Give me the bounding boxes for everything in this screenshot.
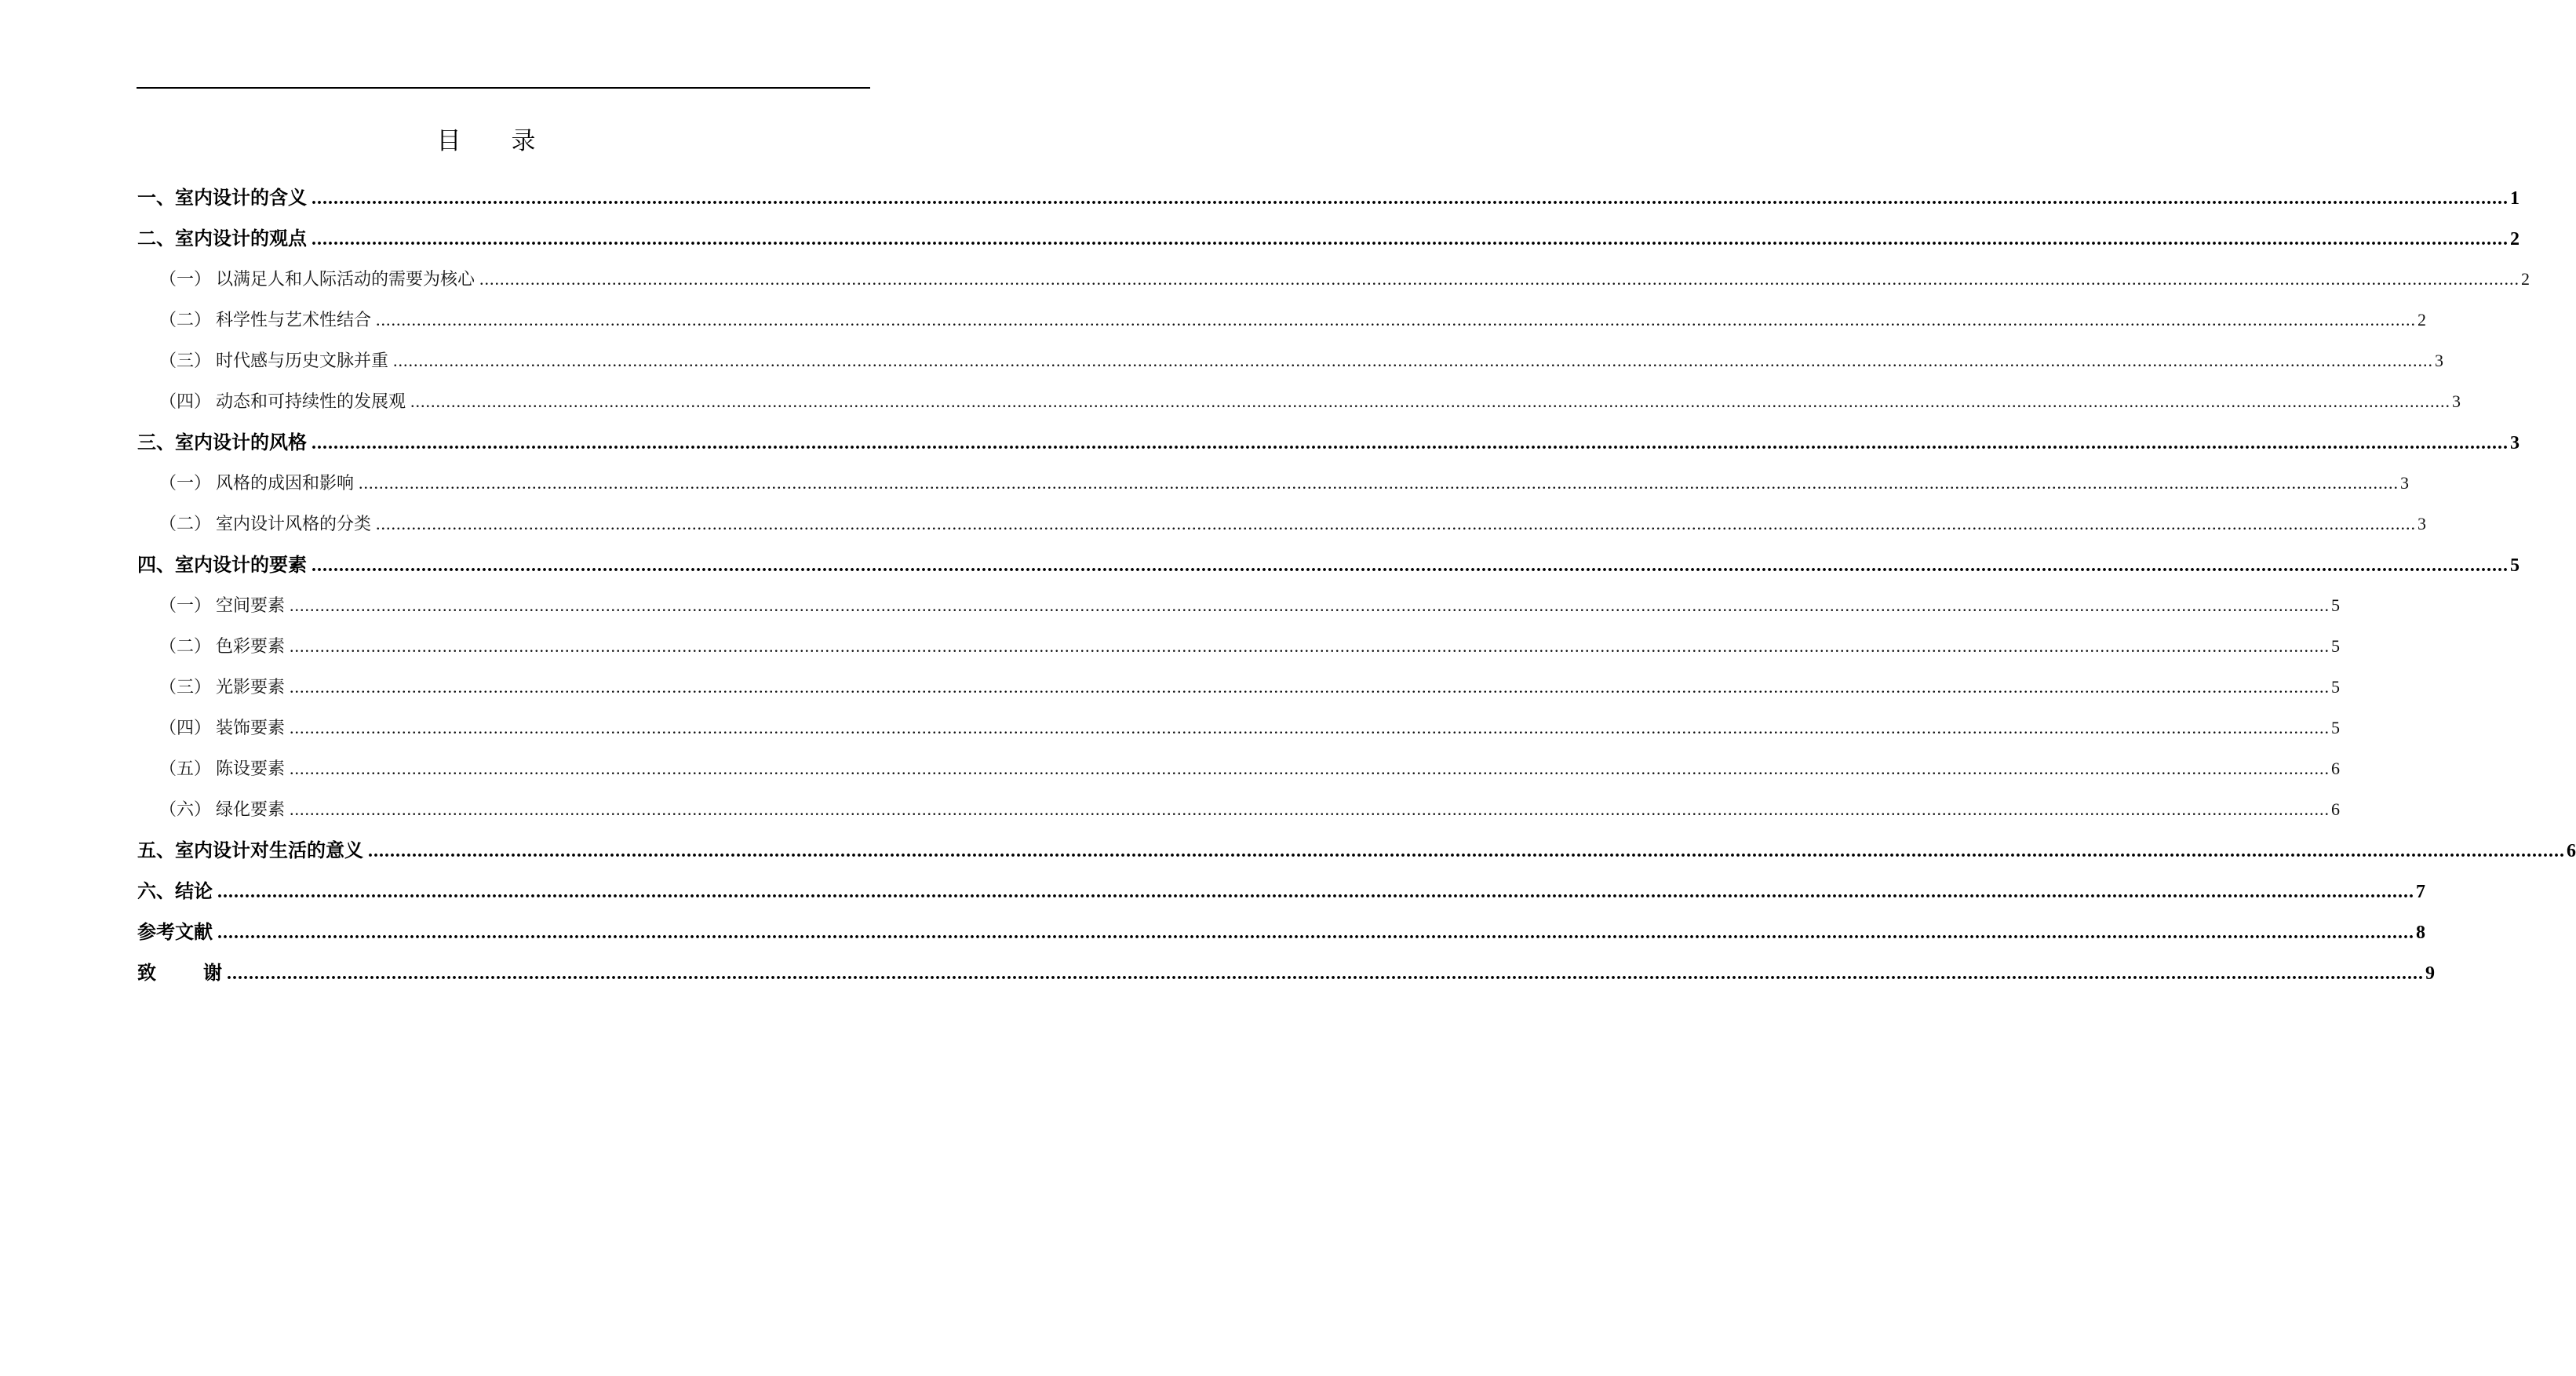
toc-entry-text: 室内设计的含义 [175,187,307,209]
toc-entry[interactable] [137,259,2530,300]
toc-entry-text: 光影要素 [216,678,286,697]
toc-entry[interactable] [137,504,2427,544]
toc-entry-number: （二） [159,637,212,657]
toc-entry-text [137,952,222,993]
toc-entry-page: 5 [2331,595,2341,615]
toc-entry-page: 2 [2521,269,2530,289]
toc-entry-page: 6 [2567,841,2576,861]
toc-entry[interactable] [137,544,2520,585]
toc-entry-page: 7 [2416,882,2425,902]
toc-entry-text-right: 谢 [203,962,222,984]
toc-leader: ................................................................................................................................................................................................................................................................................................................................................................................................................ [312,555,2509,576]
toc-entry-text: 室内设计的风格 [175,431,307,453]
toc-entry-text: 室内设计风格的分类 [216,515,372,534]
toc-entry-page: 3 [2400,473,2410,493]
toc-entry-number: （三） [159,678,212,697]
toc-entry-number: （四） [159,719,212,738]
toc-leader: ................................................................................................................................................................................................................................................................................................................................................................................................................ [217,882,2414,902]
toc-entry-text: 室内设计对生活的意义 [175,839,363,861]
toc-entry-page: 6 [2331,799,2341,819]
toc-entry-page: 1 [2510,188,2520,209]
toc-entry[interactable] [137,422,2520,463]
toc-entry-page: 9 [2425,963,2435,984]
toc-entry[interactable] [137,708,2341,748]
toc-entry-page: 2 [2510,229,2520,249]
toc-entry[interactable] [137,830,2576,871]
toc-leader: ................................................................................................................................................................................................................................................................................................................................................................................................................ [312,188,2509,209]
toc-leader: ................................................................................................................................................................................................................................................................................................................................................................................................................ [312,229,2509,249]
toc-entry-text: 时代感与历史文脉并重 [216,351,389,371]
toc-title [0,124,974,158]
toc-entry-page: 6 [2331,759,2341,778]
toc-entry[interactable] [137,789,2341,830]
toc-entry-text: 装饰要素 [216,719,286,738]
toc-leader: ................................................................................................................................................................................................................................................................................................................................................................................................................ [376,310,2417,329]
toc-entry-number: 二、 [137,228,175,249]
toc-entry[interactable] [137,667,2341,708]
toc-entry[interactable] [137,381,2461,422]
toc-entry[interactable] [137,218,2520,259]
toc-entry-number: 五、 [137,839,175,861]
toc-entry-text: 绿化要素 [216,800,286,820]
toc-entry-number: 三、 [137,431,175,453]
toc-entry-page: 8 [2416,923,2425,943]
toc-entry-text: 动态和可持续性的发展观 [216,392,406,412]
toc-entry[interactable] [137,463,2410,504]
toc-entry-number: （六） [159,800,212,820]
toc-entry-text: 科学性与艺术性结合 [216,311,372,330]
toc-entry[interactable] [137,626,2341,667]
header-rule [137,87,870,89]
toc-entry-text: 陈设要素 [216,759,286,779]
toc-entry-text: 风格的成因和影响 [216,474,355,493]
toc-entry-text-left: 致 [137,962,156,984]
toc-leader: ................................................................................................................................................................................................................................................................................................................................................................................................................ [479,269,2520,289]
toc-entry-text: 室内设计的观点 [175,228,307,249]
toc-entry[interactable] [137,952,2435,993]
toc-entry-page: 3 [2510,433,2520,453]
toc-entry[interactable] [137,300,2427,340]
toc-entry-page: 5 [2331,677,2341,697]
toc-entry-text: 参考文献 [137,921,213,943]
toc-entry-page: 5 [2331,718,2341,737]
toc-entry-text: 空间要素 [216,596,286,616]
toc-entry[interactable] [137,748,2341,789]
toc-leader: ................................................................................................................................................................................................................................................................................................................................................................................................................ [290,595,2330,615]
toc-leader: ................................................................................................................................................................................................................................................................................................................................................................................................................ [290,718,2330,737]
toc-entry-number: 四、 [137,554,175,576]
toc-leader: ................................................................................................................................................................................................................................................................................................................................................................................................................ [410,391,2451,411]
toc-title-left: 目 [436,127,463,155]
toc-entry-page: 5 [2331,636,2341,656]
toc-leader: ................................................................................................................................................................................................................................................................................................................................................................................................................ [290,636,2330,656]
toc-entry-page: 2 [2418,310,2427,329]
toc-title-right: 录 [511,127,537,155]
toc-entry-text: 室内设计的要素 [175,554,307,576]
toc-entry-number: （四） [159,392,212,412]
toc-entry[interactable] [137,585,2341,626]
toc-entry-number: （一） [159,474,212,493]
toc-entry-page: 5 [2510,555,2520,576]
toc-entry-text: 结论 [175,880,213,902]
toc-entry[interactable] [137,340,2444,381]
toc-entry-number: （三） [159,351,212,371]
toc-entry-page: 3 [2435,351,2444,370]
toc-entry[interactable] [137,912,2425,952]
toc-leader: ................................................................................................................................................................................................................................................................................................................................................................................................................ [217,923,2414,943]
toc-leader: ................................................................................................................................................................................................................................................................................................................................................................................................................ [290,677,2330,697]
toc-entry-page: 3 [2418,514,2427,533]
toc-entry[interactable] [137,871,2425,912]
toc-entry-number: 一、 [137,187,175,209]
toc-entry-number: （一） [159,596,212,616]
toc-leader: ................................................................................................................................................................................................................................................................................................................................................................................................................ [290,759,2330,778]
toc-leader: ................................................................................................................................................................................................................................................................................................................................................................................................................ [312,433,2509,453]
toc-list [137,177,2576,993]
toc-entry[interactable] [137,177,2520,218]
toc-leader: ................................................................................................................................................................................................................................................................................................................................................................................................................ [359,473,2399,493]
toc-leader: ................................................................................................................................................................................................................................................................................................................................................................................................................ [368,841,2565,861]
toc-entry-number: （二） [159,515,212,534]
toc-entry-number: （一） [159,270,212,289]
toc-entry-number: 六、 [137,880,175,902]
toc-leader: ................................................................................................................................................................................................................................................................................................................................................................................................................ [393,351,2434,370]
toc-entry-number: （五） [159,759,212,779]
toc-entry-text: 色彩要素 [216,637,286,657]
toc-leader: ................................................................................................................................................................................................................................................................................................................................................................................................................ [227,963,2424,984]
toc-entry-number: （二） [159,311,212,330]
toc-entry-page: 3 [2452,391,2461,411]
toc-leader: ................................................................................................................................................................................................................................................................................................................................................................................................................ [290,799,2330,819]
toc-entry-text: 以满足人和人际活动的需要为核心 [216,270,475,289]
toc-leader: ................................................................................................................................................................................................................................................................................................................................................................................................................ [376,514,2417,533]
